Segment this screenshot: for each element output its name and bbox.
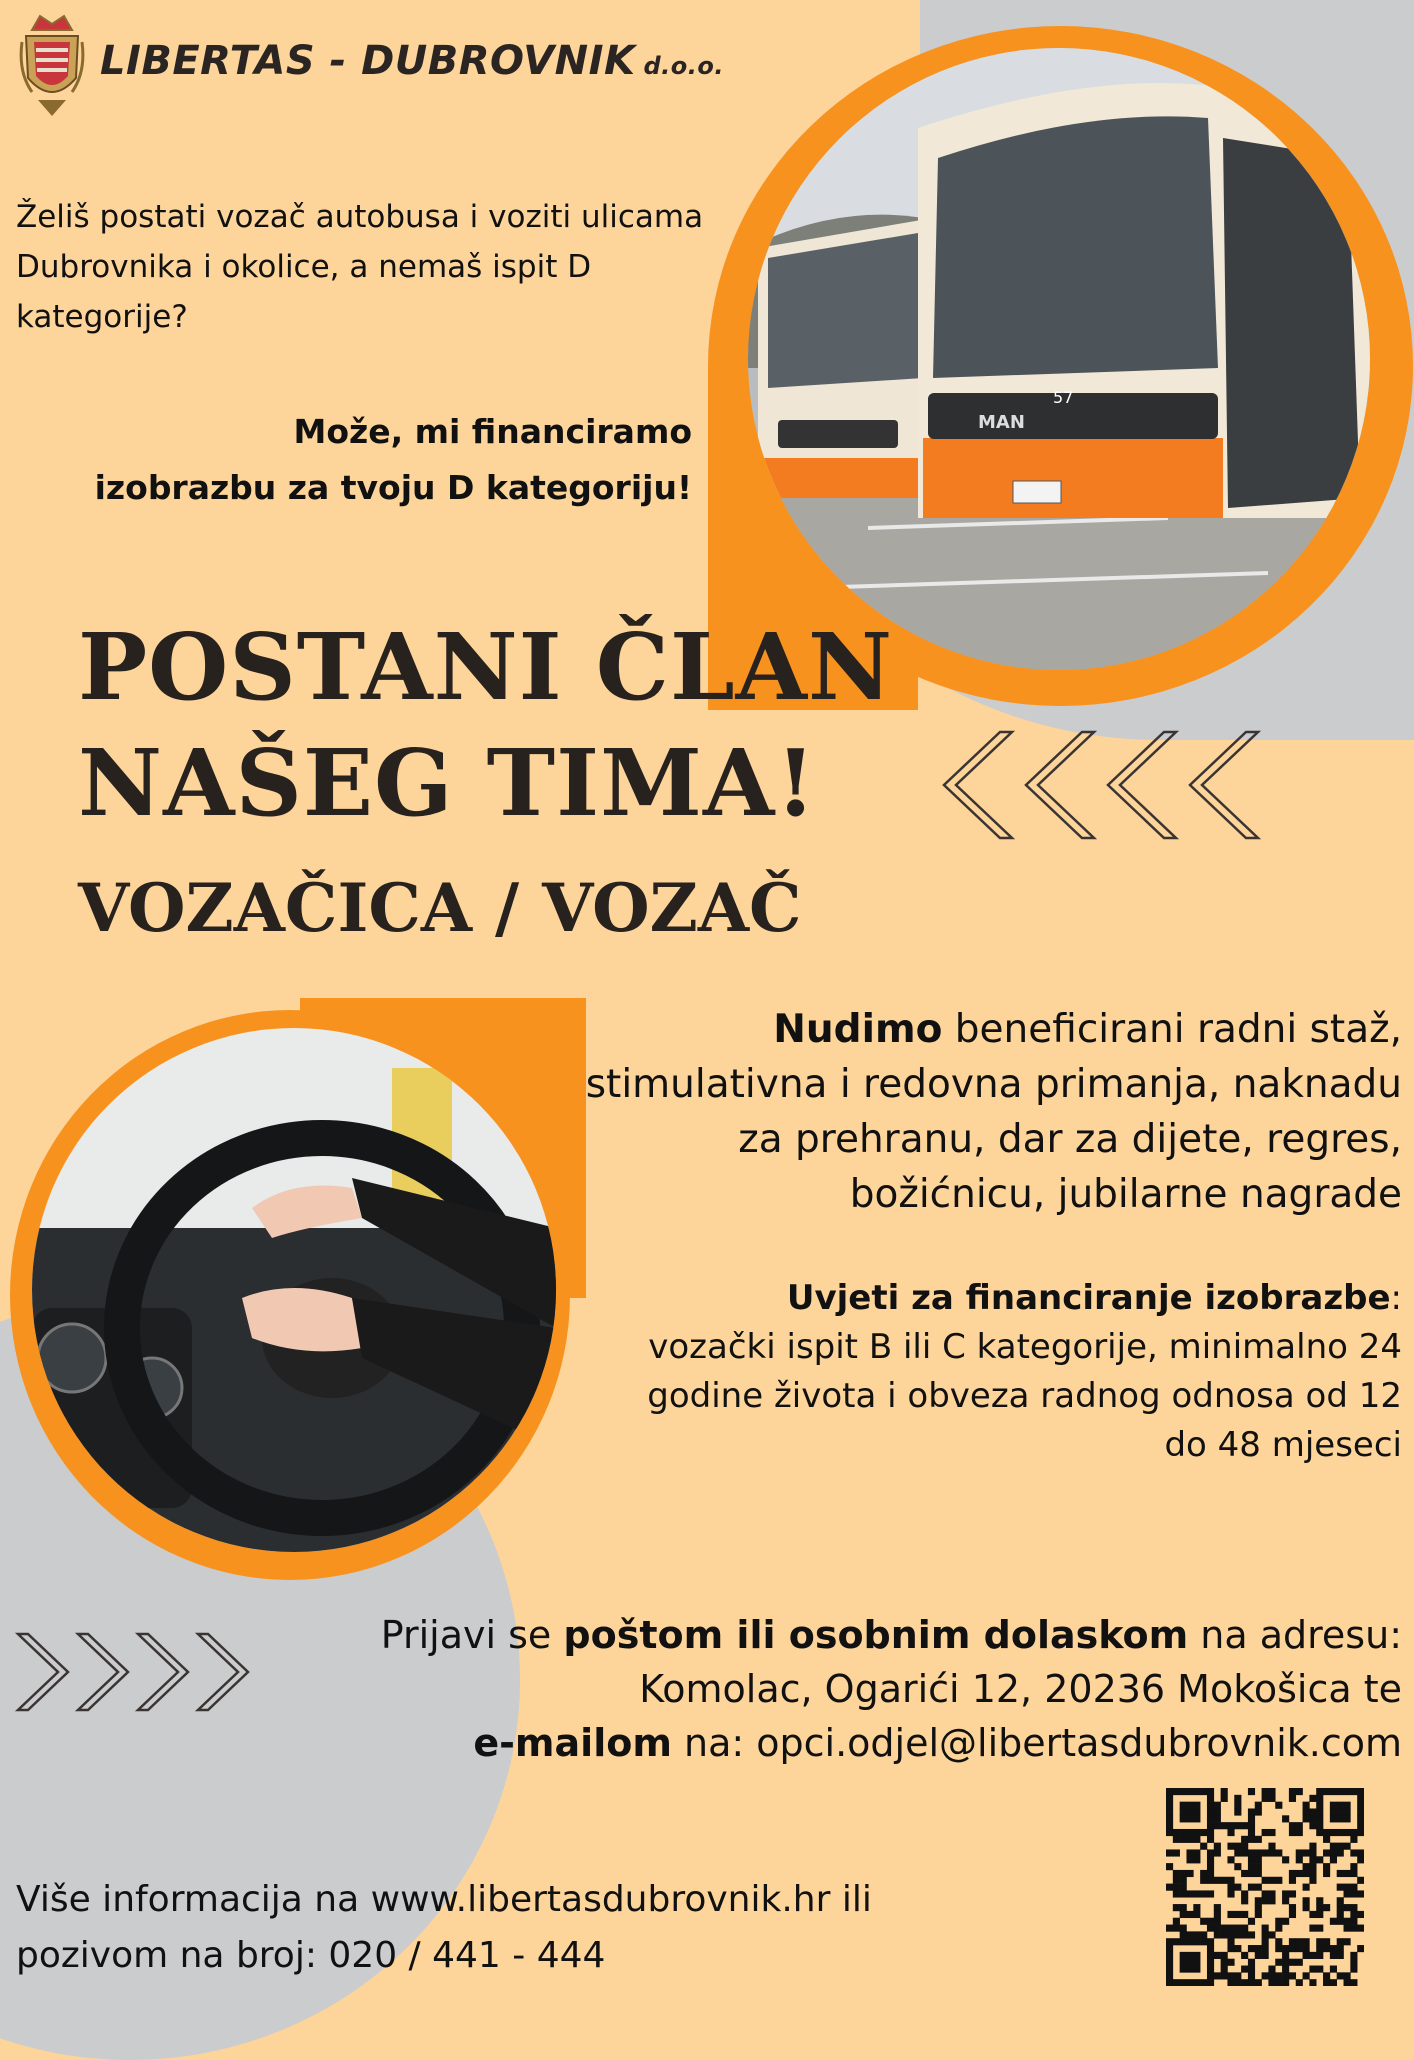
conditions-list: vozački ispit B ili C kategorije, minimalno 24 godine života i obveza radnog odnosa od 12 do 48 mjeseci [647, 1327, 1402, 1465]
coat-of-arms-icon [18, 12, 86, 120]
apply-prefix: Prijavi se [380, 1613, 564, 1657]
more-info [16, 1872, 1066, 1984]
benefits-text [560, 1002, 1402, 1222]
brand-title: LIBERTAS - DUBROVNIK [100, 38, 636, 84]
training-conditions [640, 1274, 1402, 1470]
email-address[interactable]: na: opci.odjel@libertasdubrovnik.com [671, 1721, 1402, 1765]
svg-text:MAN: MAN [978, 412, 1025, 433]
headline-line-1: POSTANI ČLAN [78, 613, 894, 721]
intro-question: Želiš postati vozač autobusa i voziti ulicama Dubrovnika i okolice, a nemaš ispit D kategorije? [16, 199, 704, 335]
chevron-right-icon [14, 1632, 254, 1712]
offer-line-2: izobrazbu za tvoju D kategoriju! [94, 468, 692, 507]
postal-address: Komolac, Ogarići 12, 20236 Mokošica te [639, 1667, 1402, 1711]
offer-line-1: Može, mi financiramo [293, 412, 692, 451]
benefits-lead: Nudimo [773, 1007, 943, 1052]
brand-suffix: d.o.o. [643, 52, 724, 80]
headline-line-2: NAŠEG TIMA! [78, 729, 817, 837]
qr-code-icon[interactable] [1166, 1788, 1364, 1986]
website-line[interactable]: Više informacija na www.libertasdubrovnik.hr ili [16, 1879, 872, 1920]
phone-line[interactable]: pozivom na broj: 020 / 441 - 444 [16, 1935, 606, 1976]
steering-wheel-photo [32, 1028, 556, 1552]
apply-methods: poštom ili osobnim dolaskom [563, 1613, 1189, 1657]
apply-suffix: na adresu: [1188, 1613, 1402, 1657]
email-lead: e-mailom [473, 1721, 672, 1765]
chevron-left-icon [940, 728, 1265, 842]
benefits-list: beneficirani radni staž, stimulativna i redovna primanja, naknadu za prehranu, dar za dijete, regres, božićnicu, jubilarne nagrade [585, 1007, 1402, 1217]
bus-photo [748, 48, 1370, 670]
conditions-colon: : [1390, 1278, 1402, 1318]
brand-name [100, 38, 724, 84]
application-info [240, 1608, 1402, 1770]
financing-offer [16, 404, 692, 516]
svg-text:57: 57 [1053, 388, 1074, 407]
conditions-lead: Uvjeti za financiranje izobrazbe [786, 1278, 1391, 1318]
job-title: VOZAČICA / VOZAČ [78, 869, 802, 947]
